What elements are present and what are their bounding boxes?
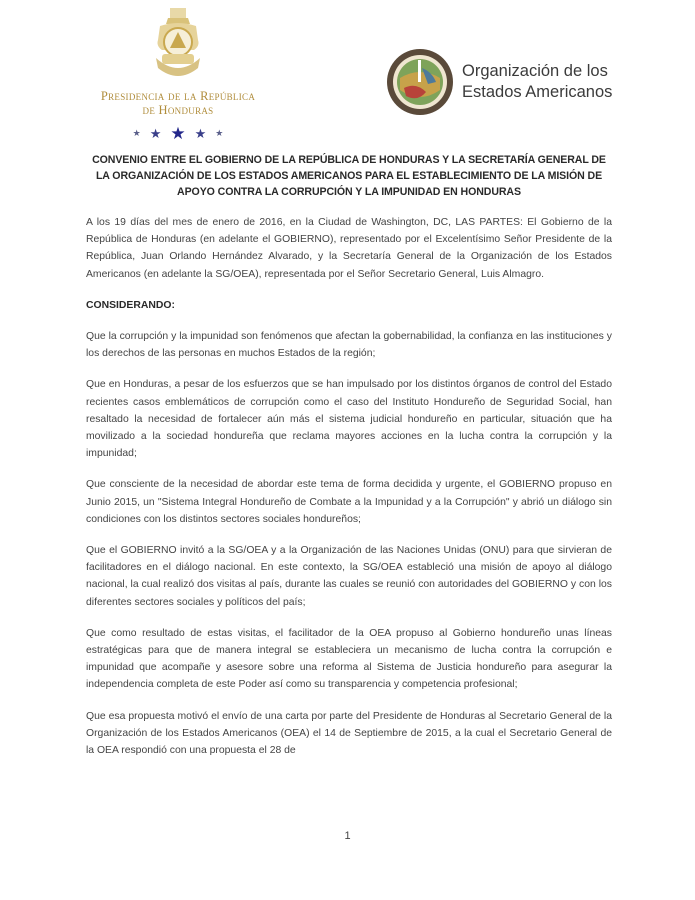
star-icon: ★ bbox=[132, 128, 141, 138]
paragraph: Que el GOBIERNO invitó a la SG/OEA y a la Organización de las Naciones Unidas (ONU) para que sirvieran de facilitadores en el diálogo nacional. En este contexto, la SG/OEA estableció una misión de apoyo al diálogo nacional, la cual realizó dos visitas al país, durante las cuales se reunió con autoridades del GOBIERNO y con los diferentes sectores sociales y políticos del país; bbox=[86, 545, 612, 608]
paragraph: Que en Honduras, a pesar de los esfuerzos que se han impulsado por los distintos órganos de control del Estado recientes casos emblemáticos de corrupción como el caso del Instituto Hondureño de Seguridad Social, han resaltado la necesidad de fortalecer aún más el sistema judicial hondureño en particular, situación que ha movilizado a la sociedad hondureña que reclama mayores acciones en la lucha contra la corrupción y la impunidad; bbox=[86, 379, 612, 460]
honduras-presidency-logo bbox=[78, 6, 278, 142]
star-icon: ★ bbox=[170, 124, 186, 143]
oas-seal-icon bbox=[386, 48, 454, 116]
intro-paragraph: A los 19 días del mes de enero de 2016, en la Ciudad de Washington, DC, LAS PARTES: El Gobierno de la República de Honduras (en adelante el GOBIERNO), representado por el Excelentísimo Señor Presidente de la República, Juan Orlando Hernández Alvarado, y la Secretaría General de la Organización de los Estados Americanos (en adelante la SG/OEA), representada por el Señor Secretario General, Luis Almagro. bbox=[86, 217, 612, 280]
page-number: 1 bbox=[344, 830, 351, 842]
star-icon: ★ bbox=[215, 128, 224, 138]
paragraph: Que esa propuesta motivó el envío de una carta por parte del Presidente de Honduras al Secretario General de la Organización de los Estados Americanos (OEA) el 14 de Septiembre de 2015, a la cual el Secretario General de la OEA respondió con una propuesta el 28 de bbox=[86, 710, 612, 757]
star-icon: ★ bbox=[149, 126, 162, 141]
stars-row bbox=[78, 125, 278, 142]
oas-name: Organización de los Estados Americanos bbox=[462, 62, 613, 101]
paragraph: Que como resultado de estas visitas, el facilitador de la OEA propuso al Gobierno hondureño unas líneas estratégicas para que de manera integral se estableciera un mecanismo de lucha contra la corrupción e impunidad que acompañe y asesore sobre una reforma al Sistema de Justicia hondureño para asegurar la independencia completa de este Poder así como su transparencia y competencia profesional; bbox=[86, 627, 612, 691]
star-icon: ★ bbox=[194, 126, 207, 141]
paragraph: Que consciente de la necesidad de abordar este tema de forma decidida y urgente, el GOBIERNO propuso en Junio 2015, un "Sistema Integral Hondureño de Combate a la Impunidad y a la Corrupción" y abrió un diálogo sin condiciones con los distintos sectores sociales hondureños; bbox=[86, 479, 612, 525]
oas-logo bbox=[386, 48, 612, 116]
document-body bbox=[86, 214, 612, 773]
honduras-presidency-name: Presidencia de la República de Honduras bbox=[100, 89, 256, 117]
paragraph: Que la corrupción y la impunidad son fenómenos que afectan la gobernabilidad, la confianza en las instituciones y los derechos de las personas en muchos Estados de la región; bbox=[86, 331, 612, 360]
considerando-heading: CONSIDERANDO: bbox=[86, 299, 175, 311]
document-title: CONVENIO ENTRE EL GOBIERNO DE LA REPÚBLICA DE HONDURAS Y LA SECRETARÍA GENERAL DE LA ORGANIZACIÓN DE LOS ESTADOS AMERICANOS PARA EL ESTABLECIMIENTO DE LA MISIÓN DE APOYO CONTRA LA CORRUPCIÓN Y LA IMPUNIDAD EN HONDURAS bbox=[92, 154, 606, 198]
document-header bbox=[0, 0, 695, 145]
honduras-coat-of-arms-icon bbox=[150, 6, 206, 80]
